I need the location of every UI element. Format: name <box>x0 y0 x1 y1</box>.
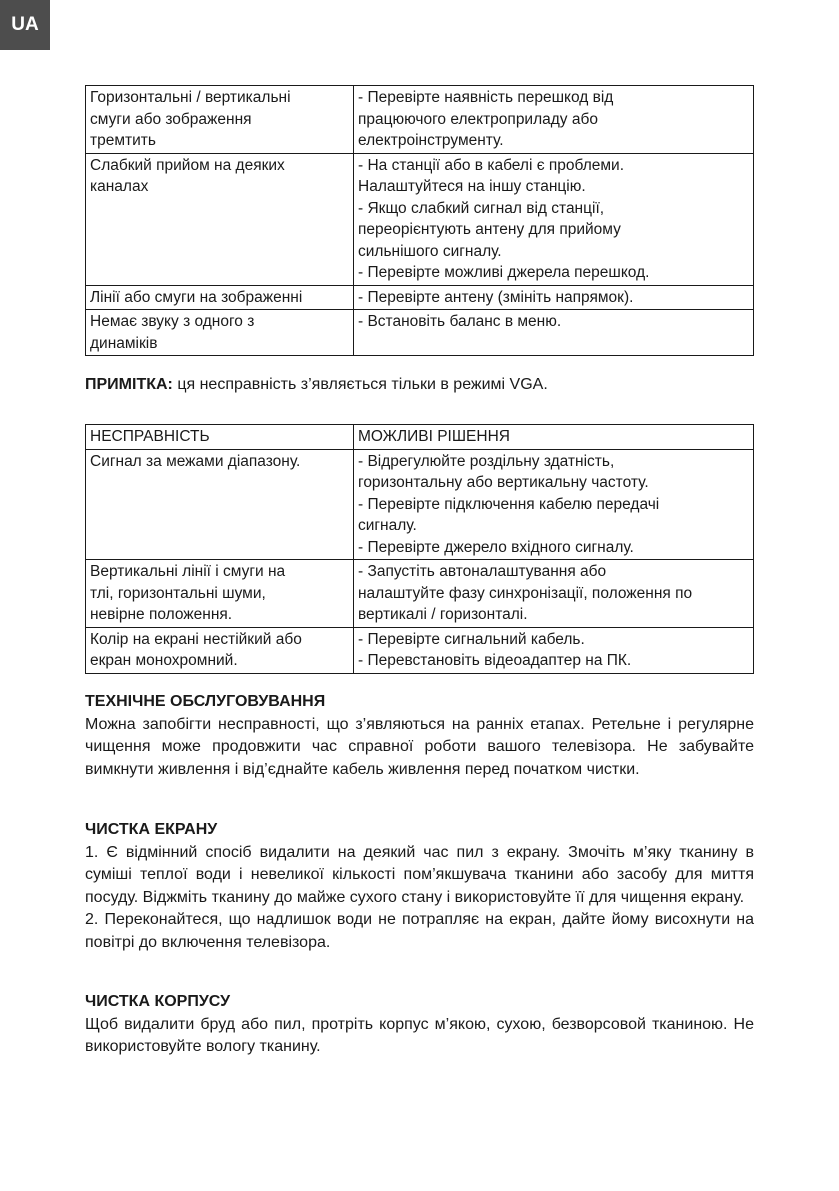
note-label: ПРИМІТКА: <box>85 376 173 393</box>
problem-cell: Вертикальні лінії і смуги на тлі, горизонтальні шуми, невірне положення. <box>86 560 354 628</box>
troubleshooting-table-1 <box>85 85 754 356</box>
problem-cell: Немає звуку з одного з динаміків <box>86 310 354 356</box>
table-row <box>86 560 754 628</box>
header-solution: МОЖЛИВІ РІШЕННЯ <box>354 425 754 450</box>
maintenance-text: Можна запобігти несправності, що з’являються на ранніх етапах. Ретельне і регулярне чищення може продовжити час справної роботи вашого телевізора. Не забувайте вимкнути живлення і від’єднайте кабель живлення перед початком чистки. <box>85 715 754 778</box>
maintenance-heading: ТЕХНІЧНЕ ОБСЛУГОВУВАННЯ <box>85 693 326 710</box>
table-header-row <box>86 425 754 450</box>
problem-cell: Колір на екрані нестійкий або екран монохромний. <box>86 627 354 673</box>
solution-cell: - Відрегулюйте роздільну здатність, горизонтальну або вертикальну частоту. - Перевірте підключення кабелю передачі сигналу. - Перевірте джерело вхідного сигналу. <box>354 449 754 560</box>
table-row <box>86 285 754 310</box>
solution-cell: - Встановіть баланс в меню. <box>354 310 754 356</box>
problem-cell: Лінії або смуги на зображенні <box>86 285 354 310</box>
solution-cell: - Перевірте сигнальний кабель. - Перевстановіть відеоадаптер на ПК. <box>354 627 754 673</box>
troubleshooting-table-vga <box>85 424 754 674</box>
screen-cleaning-section <box>85 819 754 954</box>
language-badge: UA <box>0 0 50 50</box>
header-problem: НЕСПРАВНІСТЬ <box>86 425 354 450</box>
maintenance-section <box>85 691 754 781</box>
problem-cell: Сигнал за межами діапазону. <box>86 449 354 560</box>
problem-cell: Горизонтальні / вертикальні смуги або зображення тремтить <box>86 86 354 154</box>
table-row <box>86 310 754 356</box>
body-cleaning-heading: ЧИСТКА КОРПУСУ <box>85 993 231 1010</box>
body-cleaning-text: Щоб видалити бруд або пил, протріть корпус м’якою, сухою, безворсовой тканиною. Не використовуйте вологу тканину. <box>85 1015 754 1055</box>
solution-cell: - Перевірте наявність перешкод від працюючого електроприладу або електроінструменту. <box>354 86 754 154</box>
solution-cell: - На станції або в кабелі є проблеми. Налаштуйтеся на іншу станцію. - Якщо слабкий сигнал від станції, переорієнтують антену для прийому сильнішого сигналу. - Перевірте можливі джерела перешкод. <box>354 153 754 285</box>
table-row <box>86 153 754 285</box>
vga-note <box>85 374 548 396</box>
screen-cleaning-heading: ЧИСТКА ЕКРАНУ <box>85 821 218 838</box>
solution-cell: - Перевірте антену (змініть напрямок). <box>354 285 754 310</box>
table-row <box>86 627 754 673</box>
solution-cell: - Запустіть автоналаштування або налаштуйте фазу синхронізації, положення по вертикалі / горизонталі. <box>354 560 754 628</box>
screen-cleaning-item-1: 1. Є відмінний спосіб видалити на деякий час пил з екрану. Змочіть м’яку тканину в суміші теплої води і невеликої кількості пом’якшувача тканини або засобу для миття посуду. Віджміть тканину до майже сухого стану і використовуйте її для чищення екрану. <box>85 843 754 906</box>
table-row <box>86 86 754 154</box>
note-text: ця несправність з’являється тільки в режимі VGA. <box>172 376 548 393</box>
table-row <box>86 449 754 560</box>
screen-cleaning-item-2: 2. Переконайтеся, що надлишок води не потрапляє на екран, дайте йому висохнути на повітрі до включення телевізора. <box>85 911 754 951</box>
body-cleaning-section <box>85 991 754 1059</box>
problem-cell: Слабкий прийом на деяких каналах <box>86 153 354 285</box>
